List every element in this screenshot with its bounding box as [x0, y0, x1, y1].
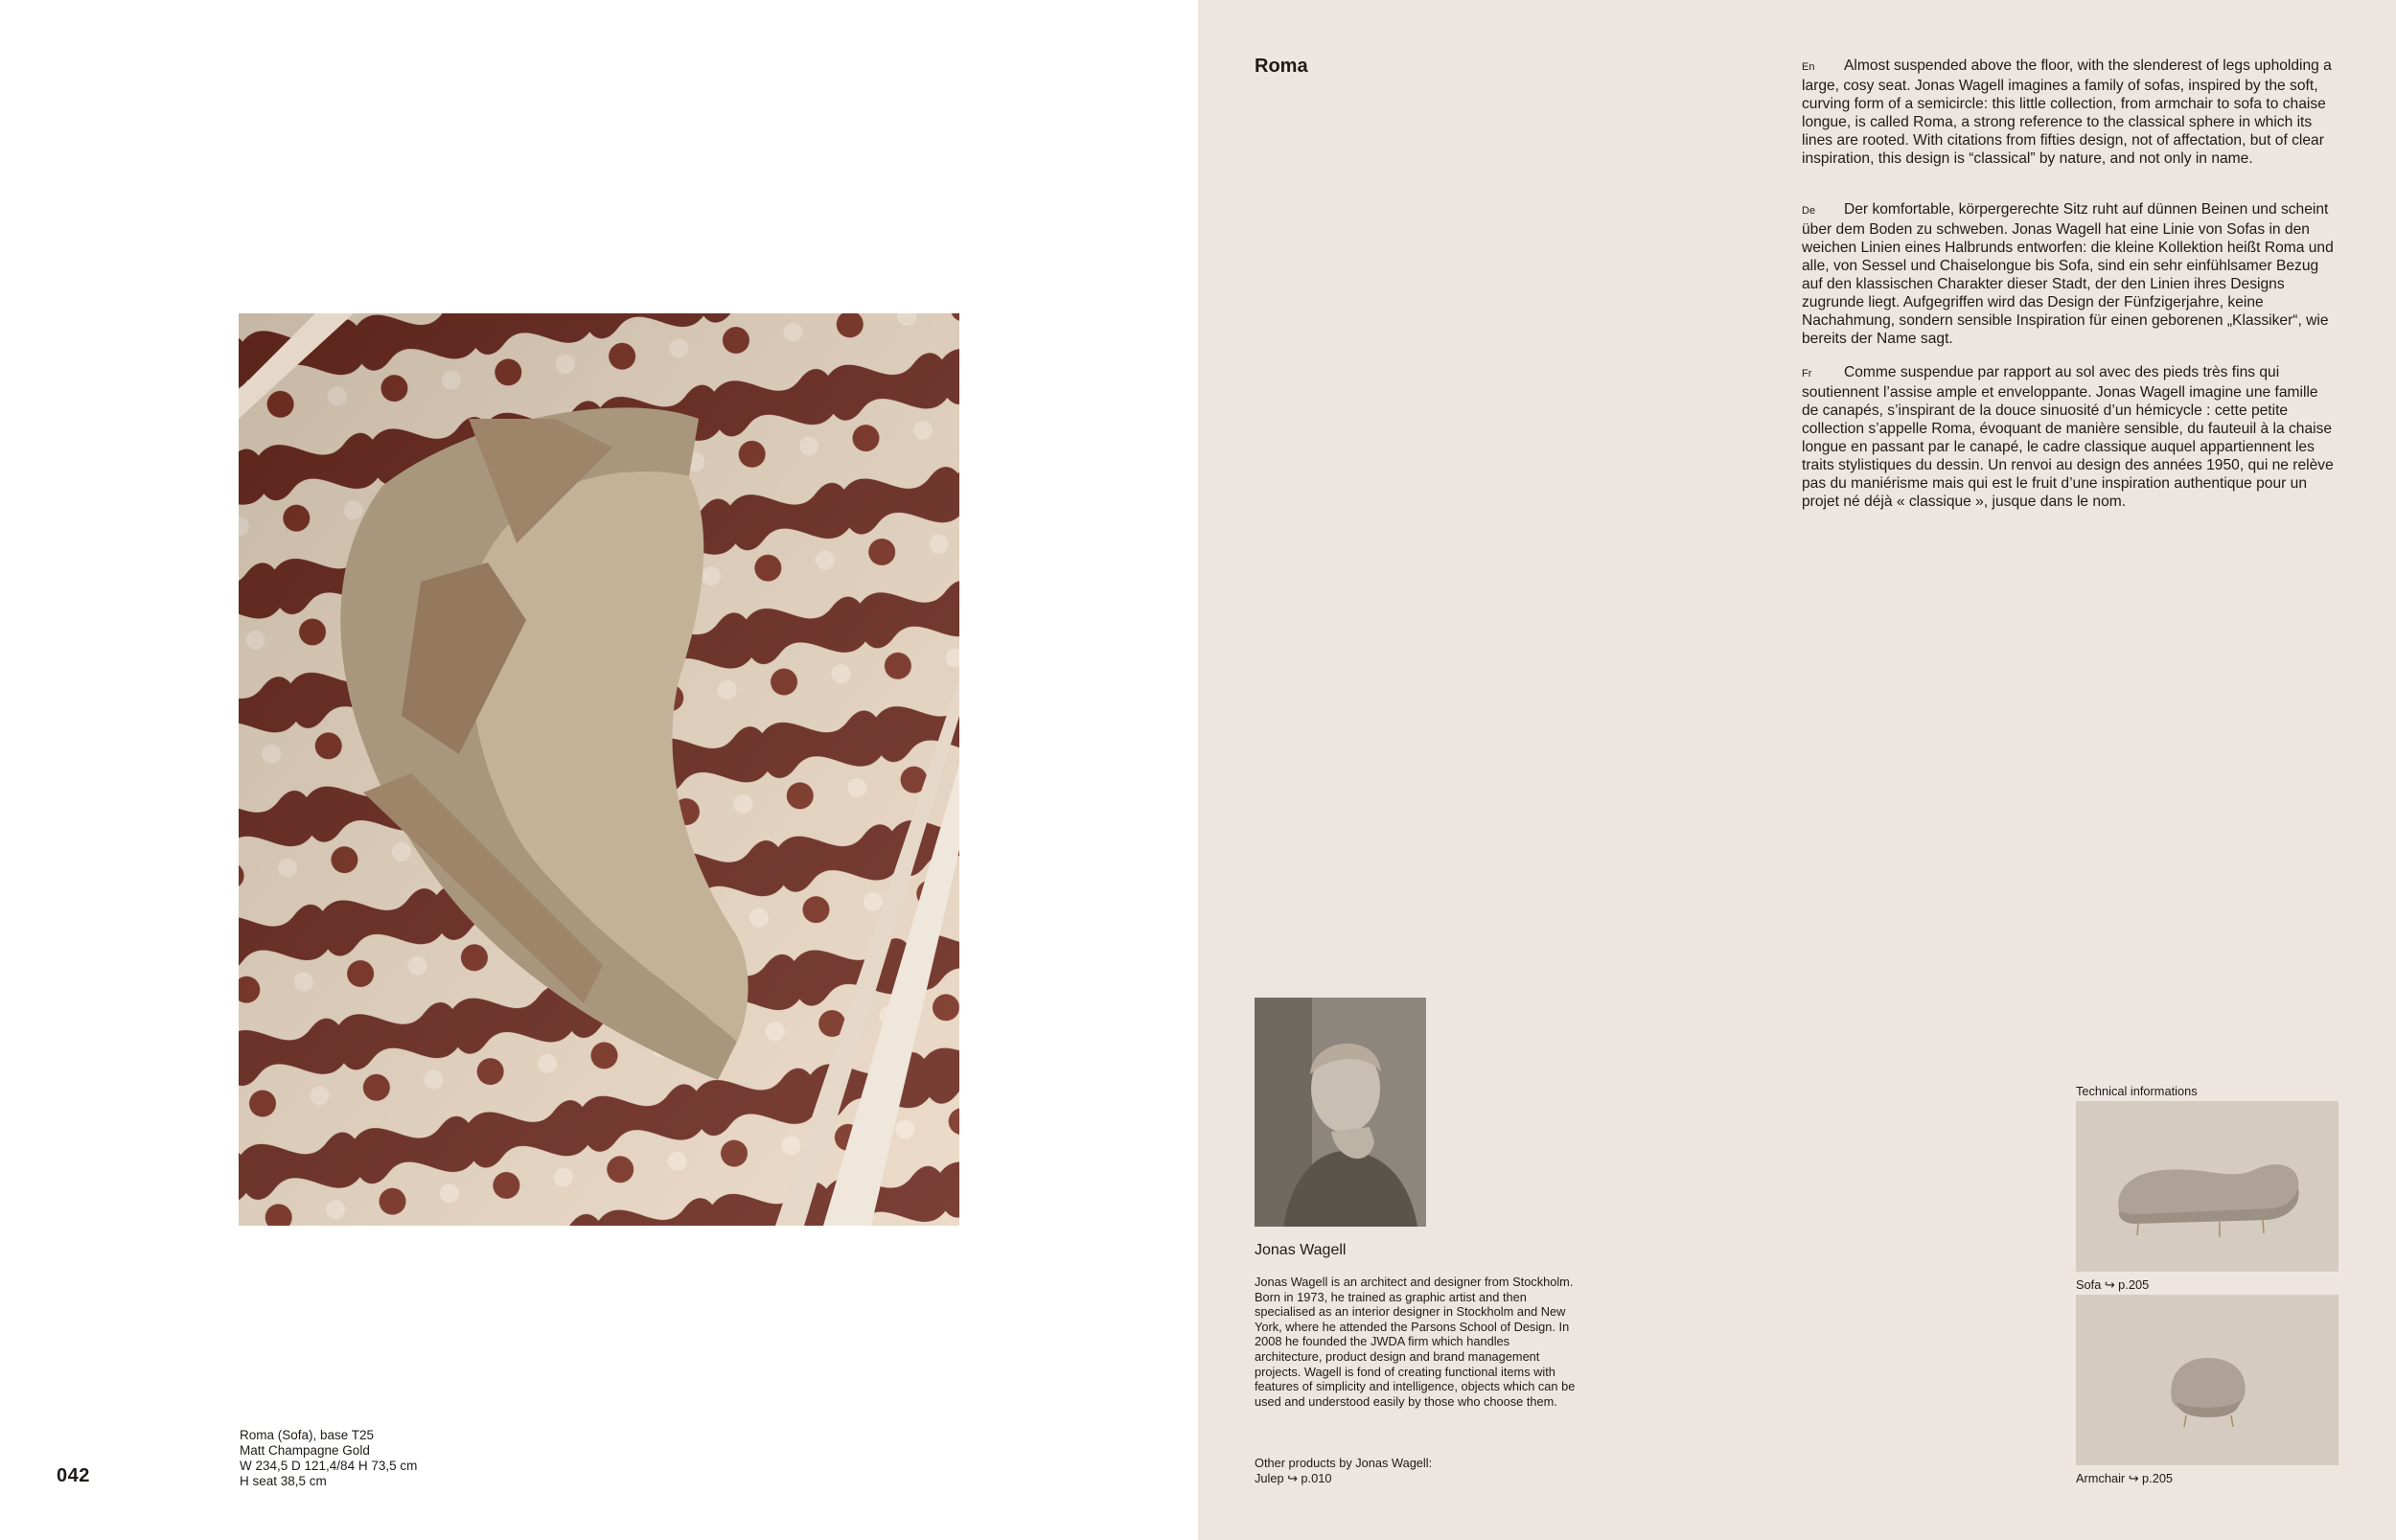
- armchair-link[interactable]: Armchair ↪ p.205: [2076, 1471, 2174, 1485]
- description-en: [1802, 57, 2338, 168]
- description-text: Der komfortable, körpergerechte Sitz ruht auf dünnen Beinen und scheint über dem Boden zu schweben. Jonas Wagell hat eine Linie von Sofas in den weichen Linien eines Halbrunds entworfen: die kleine Kollektion heißt Roma und alle, von Sessel und Chaiselongue bis Sofa, sind ein sehr einfühlsamer Bezug auf den klassischen Charakter dieser Stadt, der den Linien ihres Designs zugrunde liegt. Aufgegriffen wird das Design der Fünfzigerjahre, keine Nachahmung, sondern sensible Inspiration für einen geborenen „Klassiker“, wie bereits der Name sagt.: [1802, 201, 2334, 347]
- language-tag: En: [1802, 61, 1815, 73]
- designer-portrait: [1255, 998, 1426, 1227]
- caption-line: H seat 38,5 cm: [240, 1474, 327, 1488]
- armchair-thumbnail-illustration: [2076, 1295, 2338, 1465]
- description-de: [1802, 200, 2338, 348]
- description-text: Almost suspended above the floor, with the slenderest of legs upholding a large, cosy seat. Jonas Wagell imagines a family of sofas, inspired by the soft, curving form of a semicircle: this little collection, from armchair to sofa to chaise longue, is called Roma, a strong reference to the classical sphere in which its lines are rooted. With citations from fifties design, not of affectation, but of clear inspiration, this design is “classical” by nature, and not only in name.: [1802, 57, 2332, 167]
- sofa-link[interactable]: Sofa ↪ p.205: [2076, 1277, 2150, 1292]
- other-product-link[interactable]: Julep ↪ p.010: [1255, 1470, 1332, 1485]
- sofa-photo-illustration: [239, 313, 959, 1226]
- language-tag: De: [1802, 205, 1816, 217]
- product-caption: [240, 1428, 417, 1489]
- sofa-thumbnail[interactable]: [2076, 1101, 2338, 1272]
- portrait-illustration: [1255, 998, 1426, 1227]
- designer-bio: Jonas Wagell is an architect and designer from Stockholm. Born in 1973, he trained as graphic artist and then specialised as an interior designer in Stockholm and New York, where he attended the Parsons School of Design. In 2008 he founded the JWDA firm which handles architecture, product design and brand management projects. Wagell is fond of creating functional items with features of simplicity and intelligence, objects which can be used and understood easily by those who choose them.: [1255, 1275, 1576, 1409]
- other-products: [1255, 1456, 1432, 1485]
- sofa-photo: [239, 313, 959, 1226]
- product-title: Roma: [1255, 56, 1308, 77]
- description-fr: [1802, 363, 2338, 511]
- caption-line: Matt Champagne Gold: [240, 1443, 370, 1458]
- page-number: 042: [57, 1465, 90, 1486]
- technical-informations-label: Technical informations: [2076, 1084, 2198, 1098]
- armchair-thumbnail[interactable]: [2076, 1295, 2338, 1465]
- designer-name: Jonas Wagell: [1255, 1242, 1347, 1258]
- description-text: Comme suspendue par rapport au sol avec des pieds très fins qui soutiennent l’assise ample et enveloppante. Jonas Wagell imagine une famille de canapés, s’inspirant de la douce sinuosité d’un hémicycle : cette petite collection s’appelle Roma, évoquant de manière sensible, du fauteuil à la chaise longue en passant par le canapé, le cadre classique auquel appartiennent les traits stylistiques du dessin. Un renvoi au design des années 1950, qui ne relève pas du maniérisme mais qui est le fruit d’une inspiration authentique pour un projet né déjà « classique », jusque dans le nom.: [1802, 364, 2334, 510]
- caption-line: Roma (Sofa), base T25: [240, 1428, 375, 1442]
- language-tag: Fr: [1802, 368, 1812, 379]
- sofa-thumbnail-illustration: [2076, 1101, 2338, 1272]
- caption-line: W 234,5 D 121,4/84 H 73,5 cm: [240, 1459, 418, 1473]
- other-products-label: Other products by Jonas Wagell:: [1255, 1456, 1433, 1470]
